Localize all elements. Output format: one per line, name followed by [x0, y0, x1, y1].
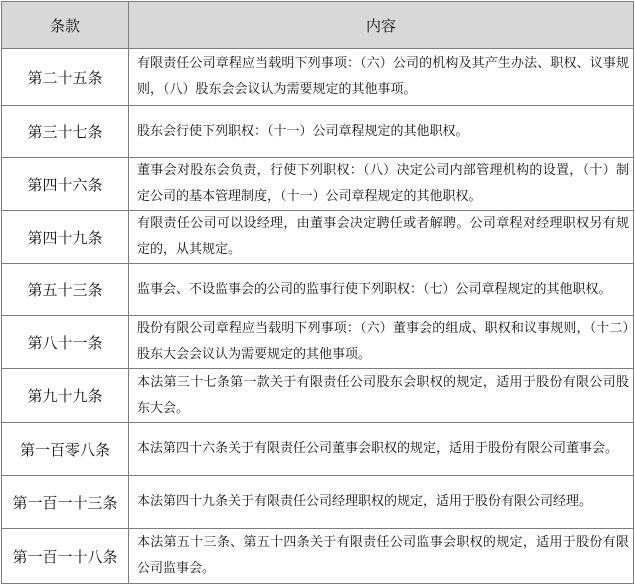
- table-row: [2, 211, 634, 264]
- table-header-row: [2, 2, 634, 49]
- table-row: [2, 476, 634, 529]
- article-content: 有限责任公司可以设经理，由董事会决定聘任或者解聘。公司章程对经理职权另有规定的，从其规定。: [129, 211, 634, 264]
- article-content: 本法第五十三条、第五十四条关于有限责任公司监事会职权的规定，适用于股份有限公司监事会。: [129, 529, 634, 584]
- article-number: 第四十九条: [2, 211, 129, 264]
- article-content: 本法第四十六条关于有限责任公司董事会职权的规定，适用于股份有限公司董事会。: [129, 423, 634, 476]
- article-content: 本法第三十七条第一款关于有限责任公司股东会职权的规定，适用于股份有限公司股东大会。: [129, 369, 634, 423]
- article-number: 第一百零八条: [2, 423, 129, 476]
- table-row: [2, 264, 634, 316]
- article-number: 第一百一十八条: [2, 529, 129, 584]
- article-number: 第二十五条: [2, 49, 129, 106]
- article-number: 第八十一条: [2, 316, 129, 369]
- article-content: 董事会对股东会负责，行使下列职权：（八）决定公司内部管理机构的设置，（十）制定公司的基本管理制度，（十一）公司章程规定的其他职权。: [129, 158, 634, 211]
- table-row: [2, 316, 634, 369]
- article-number: 第五十三条: [2, 264, 129, 316]
- article-content: 有限责任公司章程应当载明下列事项：（六）公司的机构及其产生办法、职权、议事规则，（八）股东会会议认为需要规定的其他事项。: [129, 49, 634, 106]
- article-content: 本法第四十九条关于有限责任公司经理职权的规定，适用于股份有限公司经理。: [129, 476, 634, 529]
- table-row: [2, 423, 634, 476]
- article-number: 第三十七条: [2, 106, 129, 158]
- article-content: 股份有限公司章程应当载明下列事项：（六）董事会的组成、职权和议事规则，（十二）股东大会会议认为需要规定的其他事项。: [129, 316, 634, 369]
- law-articles-table: [1, 1, 634, 584]
- article-content: 股东会行使下列职权：（十一）公司章程规定的其他职权。: [129, 106, 634, 158]
- article-number: 第九十九条: [2, 369, 129, 423]
- header-article: 条款: [2, 2, 129, 49]
- table-row: [2, 369, 634, 423]
- table-row: [2, 529, 634, 584]
- article-number: 第四十六条: [2, 158, 129, 211]
- header-content: 内容: [129, 2, 634, 49]
- article-content: 监事会、不设监事会的公司的监事行使下列职权：（七）公司章程规定的其他职权。: [129, 264, 634, 316]
- article-number: 第一百一十三条: [2, 476, 129, 529]
- table-row: [2, 49, 634, 106]
- table-row: [2, 158, 634, 211]
- table-row: [2, 106, 634, 158]
